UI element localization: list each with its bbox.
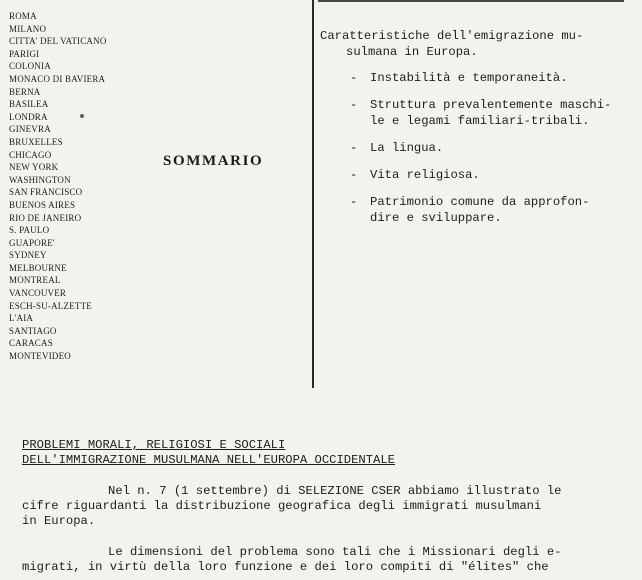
contents-list [320, 28, 620, 237]
article-paragraph: Le dimensioni del problema sono tali che i Missionari degli e- migrati, in virtù della loro funzione e dei loro compiti di "élites" che [22, 545, 562, 574]
city-item: BERNA [9, 86, 41, 97]
contents-item: - Patrimonio comune da approfon- dire e sviluppare. [350, 195, 590, 225]
contents-item: - La lingua. [350, 141, 444, 155]
city-item: BRUXELLES [9, 136, 63, 147]
city-item: GUAPORE' [9, 237, 55, 248]
contents-item: - Struttura prevalentemente maschi- le e legami familiari-tribali. [350, 98, 612, 128]
contents-heading: Caratteristiche dell'emigrazione mu- sulmana in Europa. [320, 29, 584, 59]
city-item: VANCOUVER [9, 288, 67, 299]
article [22, 438, 627, 575]
city-item: MILANO [9, 23, 47, 34]
city-item: ESCH-SU-ALZETTE [9, 300, 92, 311]
city-list [9, 10, 107, 363]
city-item: MONTREAL [9, 275, 61, 286]
city-item: COLONIA [9, 61, 51, 72]
city-item: BASILEA [9, 99, 49, 110]
city-item: SYDNEY [9, 250, 47, 261]
top-rule [318, 0, 624, 2]
city-item: MELBOURNE [9, 262, 67, 273]
city-item: WASHINGTON [9, 174, 71, 185]
city-item: S. PAULO [9, 225, 50, 236]
city-item: CHICAGO [9, 149, 52, 160]
city-item: CITTA' DEL VATICANO [9, 36, 107, 47]
city-item: RIO DE JANEIRO [9, 212, 82, 223]
city-item: ROMA [9, 11, 37, 21]
sommario-heading: SOMMARIO [163, 153, 264, 169]
column-divider [312, 0, 314, 388]
city-item: CARACAS [9, 338, 53, 349]
city-item: GINEVRA [9, 124, 51, 135]
city-item: BUENOS AIRES [9, 199, 76, 210]
city-item: MONTEVIDEO [9, 351, 71, 362]
ink-speck [80, 114, 84, 118]
city-item: PARIGI [9, 48, 40, 59]
contents-item: - Vita religiosa. [350, 168, 480, 182]
city-item: L'AIA [9, 313, 34, 324]
city-item: NEW YORK [9, 162, 59, 173]
city-item: SANTIAGO [9, 325, 57, 336]
contents-item: - Instabilità e temporaneità. [350, 71, 568, 85]
article-paragraph: Nel n. 7 (1 settembre) di SELEZIONE CSER abbiamo illustrato le cifre riguardanti la distribuzione geografica degli immigrati musulmani in Europa. [22, 484, 562, 528]
city-item: LONDRA [9, 111, 48, 122]
city-item: SAN FRANCISCO [9, 187, 83, 198]
city-item: MONACO DI BAVIERA [9, 73, 106, 84]
article-title: PROBLEMI MORALI, RELIGIOSI E SOCIALI DELL'IMMIGRAZIONE MUSULMANA NELL'EUROPA OCCIDENTALE [22, 438, 395, 467]
